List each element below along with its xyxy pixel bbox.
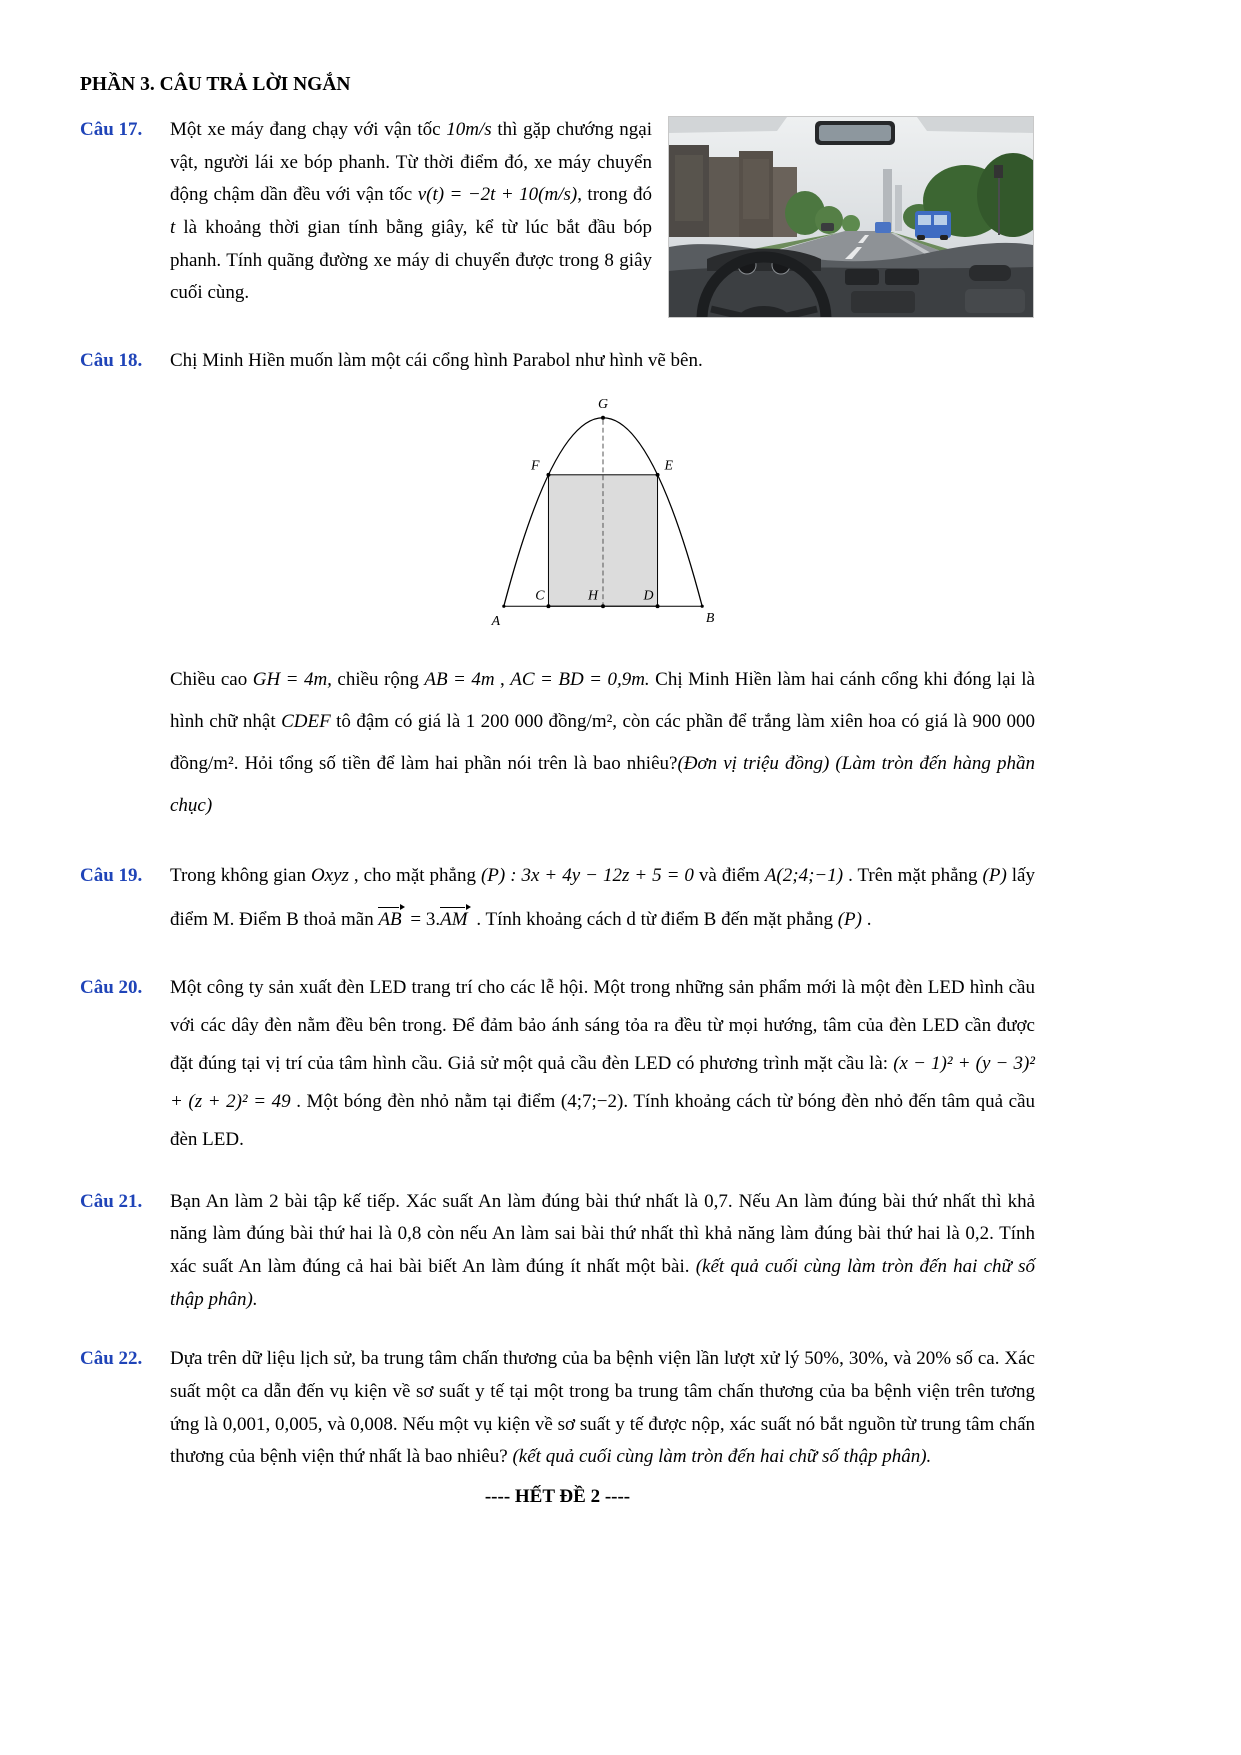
traffic-light — [994, 165, 1003, 178]
question-22-text — [170, 1343, 1035, 1474]
question-20-label: Câu 20. — [80, 976, 143, 998]
point-label-A: A — [491, 613, 500, 629]
point-D — [655, 604, 659, 608]
question-20-body — [170, 969, 1035, 1159]
sun-visor-left — [669, 117, 787, 133]
text-segment-plain: thì gặp chướng ngại vật, người lái xe bóp phanh. Từ thời điểm đó, xe máy chuyển động chậm dần đều với vận tốc — [170, 119, 652, 206]
question-22 — [80, 1343, 1035, 1474]
text-segment-plain: chiều rộng — [331, 669, 425, 691]
point-C — [546, 604, 550, 608]
rearview-mirror — [815, 121, 895, 145]
point-label-D: D — [643, 587, 654, 603]
question-19-label: Câu 19. — [80, 864, 143, 886]
text-segment-italic: (Đơn vị triệu đồng) (Làm tròn đến hàng phần chục) — [170, 752, 1035, 816]
question-19-text — [170, 854, 1035, 942]
text-segment-plain: = 3. — [405, 908, 441, 930]
parabola-figure-wrap — [170, 386, 1035, 648]
text-segment-plain: Chiều cao — [170, 669, 253, 691]
point-E — [655, 472, 659, 476]
point-label-G: G — [597, 396, 608, 412]
text-segment-math: (P) — [837, 908, 862, 930]
text-segment-italic: (kết quả cuối cùng làm tròn đến hai chữ số thập phân). — [512, 1446, 932, 1468]
car-left — [821, 223, 834, 231]
end-of-exam-text: ---- HẾT ĐỀ 2 ---- — [484, 1486, 631, 1508]
point-G — [601, 415, 605, 419]
text-segment-math: v(t) = −2t + 10(m/s) — [417, 184, 578, 206]
text-segment-plain: và điểm — [693, 864, 765, 886]
point-label-F: F — [530, 458, 540, 474]
text-segment-plain: , trong đó — [577, 184, 652, 206]
text-segment-math: GH = 4m, — [252, 669, 332, 691]
car-center — [875, 222, 891, 233]
question-17-row — [170, 114, 1035, 318]
text-segment-plain: . — [861, 908, 872, 930]
driver-view-photo — [668, 116, 1034, 318]
text-segment-math: Oxyz — [310, 864, 349, 886]
text-segment-math: (x − 1)² + (y − 3)² + (z + 2)² = 49 — [170, 1052, 1035, 1112]
question-20 — [80, 969, 1035, 1159]
text-segment-math: (P) : 3x + 4y − 12z + 5 = 0 — [480, 864, 694, 886]
driver-view-scene — [669, 117, 1033, 317]
question-22-body — [170, 1343, 1035, 1474]
point-A — [502, 604, 505, 607]
question-22-label: Câu 22. — [80, 1348, 143, 1370]
text-segment-plain: là khoảng thời gian tính bằng giây, kể từ lúc bắt đầu bóp phanh. Tính quãng đường xe máy di chuyển được trong 8 giây cuối cùng. — [170, 217, 652, 304]
text-segment-math: t — [170, 217, 176, 239]
text-segment-plain: Chị Minh Hiền muốn làm một cái cổng hình Parabol như hình vẽ bên. — [170, 350, 703, 371]
text-segment-plain: Một công ty sản xuất đèn LED trang trí cho các lễ hội. Một trong những sản phẩm mới là một đèn LED hình cầu với các dây đèn nằm đều bên trong. Để đảm bảo ánh sáng tỏa ra đều từ mọi hướng, tâm của đèn LED cần được đặt đúng tại vị trí của tâm hình cầu. Giả sử một quả cầu đèn LED có phương trình mặt cầu là: — [170, 976, 1035, 1074]
text-segment-math: 10m/s — [446, 119, 492, 140]
text-segment-plain: lấy điểm M. Điểm B thoả mãn — [170, 864, 1035, 930]
text-segment-plain: . Tính khoảng cách d từ điểm B đến mặt phẳng — [471, 908, 838, 930]
text-segment-plain: Trong không gian — [170, 864, 311, 886]
text-segment-plain: Bạn An làm 2 bài tập kế tiếp. Xác suất An làm đúng bài thứ nhất là 0,7. Nếu An làm đúng bài thứ nhất thì khả năng làm đúng bài thứ hai là 0,8 còn nếu An làm sai bài thứ nhất thì khả năng làm đúng bài thứ hai là 0,2. Tính xác suất An làm đúng cả hai bài biết An làm đúng ít nhất một bài. — [170, 1190, 1035, 1278]
question-19 — [80, 854, 1035, 942]
text-segment-plain: Một xe máy đang chạy với vận tốc — [170, 119, 447, 140]
right-vent — [969, 265, 1011, 281]
glovebox-panel — [965, 289, 1025, 313]
text-segment-plain: , — [494, 669, 511, 691]
text-segment-plain: . Một bóng đèn nhỏ nằm tại điểm (4;7;−2). Tính khoảng cách từ bóng đèn nhỏ đến tâm quả cầu đèn LED. — [170, 1090, 1035, 1150]
text-segment-math: CDEF — [281, 711, 331, 733]
van-blue — [915, 211, 951, 240]
text-segment-math: (P) — [982, 864, 1007, 886]
center-console — [851, 291, 915, 313]
parabola-figure — [484, 386, 722, 636]
question-21-label: Câu 21. — [80, 1190, 143, 1212]
question-18-label: Câu 18. — [80, 350, 143, 371]
point-B — [700, 604, 703, 607]
text-segment-plain: . Trên mặt phẳng — [843, 864, 983, 886]
text-segment-plain: Chị Minh Hiền làm hai cánh cổng khi đóng lại là hình chữ nhật — [170, 669, 1035, 733]
question-21-text — [170, 1186, 1035, 1317]
point-label-B: B — [705, 610, 714, 626]
question-20-text — [170, 969, 1035, 1159]
question-21 — [80, 1186, 1035, 1317]
sun-visor-right — [917, 117, 1033, 133]
text-segment-math: AC = BD = 0,9m. — [510, 669, 650, 691]
text-segment-plain: tô đậm có giá là 1 200 000 đồng/m², còn các phần để trắng làm xiên hoa có giá là 900 000 đồng/m². Hỏi tổng số tiền để làm hai phần nói trên là bao nhiêu? — [170, 711, 1035, 774]
text-segment-vec: AM — [440, 908, 468, 930]
question-17-text — [170, 114, 652, 318]
text-segment-italic: (kết quả cuối cùng làm tròn đến hai chữ số thập phân). — [170, 1256, 1035, 1310]
question-18-body — [170, 345, 1035, 827]
point-F — [546, 472, 550, 476]
text-segment-vec: AB — [378, 908, 402, 930]
text-segment-plain: Dựa trên dữ liệu lịch sử, ba trung tâm chấn thương của ba bệnh viện lần lượt xử lý 50%, 30%, và 20% số ca. Xác suất một ca dẫn đến vụ kiện về sơ suất y tế tại một trong ba trung tâm chấn thương của ba bệnh viện trên tương ứng là 0,001, 0,005, và 0,008. Nếu một vụ kiện về sơ suất y tế được nộp, xác suất nó bắt nguồn từ trung tâm chấn thương của bệnh viện thứ nhất là bao nhiêu? — [170, 1348, 1035, 1468]
question-18-intro — [170, 345, 1035, 378]
point-label-H: H — [587, 587, 598, 603]
question-17-label: Câu 17. — [80, 119, 143, 140]
center-vent-right — [885, 269, 919, 285]
question-18-text — [170, 659, 1035, 826]
question-21-body — [170, 1186, 1035, 1317]
text-segment-math: AB = 4m — [424, 669, 495, 691]
point-H — [601, 604, 605, 608]
text-segment-plain: , cho mặt phẳng — [348, 864, 481, 886]
question-17 — [80, 114, 1035, 318]
question-17-body — [170, 114, 1035, 318]
point-label-E: E — [663, 458, 673, 474]
question-18 — [80, 345, 1035, 827]
question-19-body — [170, 854, 1035, 942]
text-segment-math: A(2;4;−1) — [764, 864, 844, 886]
center-vent-left — [845, 269, 879, 285]
point-label-C: C — [534, 587, 544, 603]
section-title: PHẦN 3. CÂU TRẢ LỜI NGẮN — [80, 74, 351, 95]
